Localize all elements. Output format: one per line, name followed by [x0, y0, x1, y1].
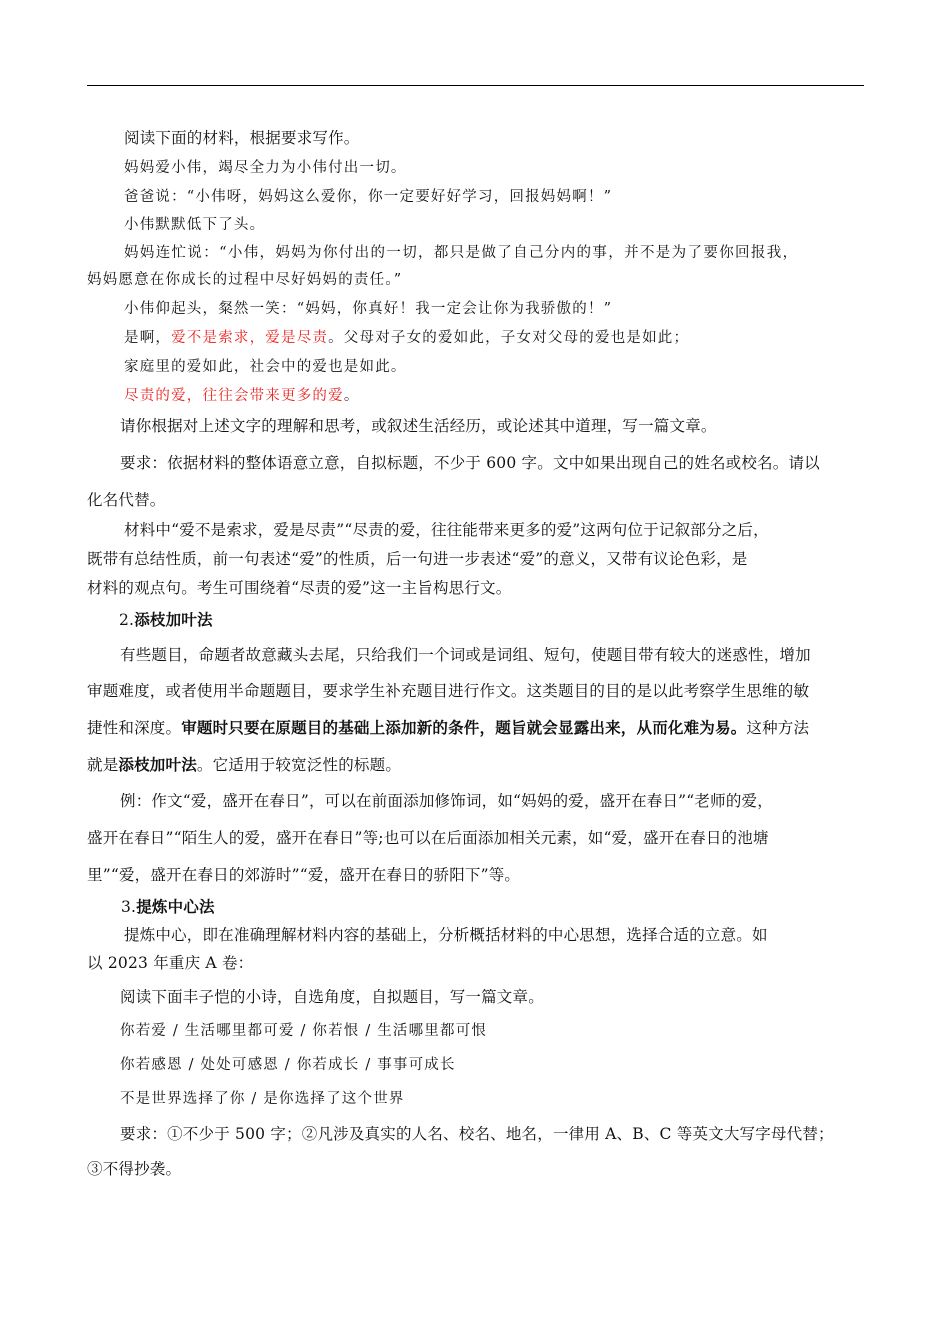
- section-title: 提炼中心法: [136, 897, 215, 916]
- highlight-text: 爱不是索求，爱是尽责: [171, 330, 329, 346]
- text: 捷性和深度。: [87, 719, 182, 737]
- analysis-line: 材料的观点句。考生可围绕着“尽责的爱”这一主旨构思行文。: [87, 579, 512, 597]
- body-line: [87, 716, 809, 738]
- text: 。它适用于较宽泛性的标题。: [196, 756, 402, 774]
- text: 。: [343, 388, 360, 404]
- poem-line: 你若感恩 / 处处可感恩 / 你若成长 / 事事可成长: [120, 1057, 456, 1073]
- section-heading: [119, 608, 213, 630]
- example-line: 盛开在春日”“陌生人的爱，盛开在春日”等;也可以在后面添加相关元素，如“爱，盛开在春日的池塘: [87, 829, 769, 847]
- text: 这种方法: [746, 719, 810, 737]
- material-intro: 阅读下面的材料，根据要求写作。: [124, 129, 360, 147]
- body-line: 以 2023 年重庆 A 卷：: [87, 954, 254, 972]
- body-line: 提炼中心，即在准确理解材料内容的基础上，分析概括材料的中心思想，选择合适的立意。如: [124, 926, 768, 944]
- requirement-text: 化名代替。: [87, 491, 166, 509]
- analysis-line: 材料中“爱不是索求，爱是尽责”“尽责的爱，往往能带来更多的爱”这两句位于记叙部分之后，: [124, 521, 769, 539]
- section-number: 3.: [121, 898, 137, 916]
- section-heading: [121, 895, 215, 917]
- material-line: 小伟仰起头，粲然一笑：“妈妈，你真好！我一定会让你为我骄傲的！”: [124, 301, 613, 317]
- bold-text: 添枝加叶法: [118, 755, 197, 774]
- section-number: 2.: [119, 611, 135, 629]
- header-rule: [87, 85, 864, 86]
- poem-line: 你若爱 / 生活哪里都可爱 / 你若恨 / 生活哪里都可恨: [120, 1023, 488, 1039]
- analysis-line: 既带有总结性质，前一句表述“爱”的性质，后一句进一步表述“爱”的意义，又带有议论色彩，是: [87, 550, 748, 568]
- requirement-text: 要求：依据材料的整体语意立意，自拟标题，不少于 600 字。文中如果出现自己的姓名或校名。请以: [120, 454, 820, 472]
- text: 。父母对子女的爱如此，子女对父母的爱也是如此；: [328, 330, 690, 346]
- highlight-text: 尽责的爱，往往会带来更多的爱: [124, 388, 344, 404]
- material-line: 妈妈连忙说：“小伟，妈妈为你付出的一切，都只是做了自己分内的事，并不是为了要你回报我，: [124, 245, 799, 261]
- material-line: 爸爸说：“小伟呀，妈妈这么爱你，你一定要好好学习，回报妈妈啊！”: [124, 189, 613, 205]
- text: 是啊，: [124, 330, 172, 346]
- material-line-with-highlight: [124, 384, 360, 405]
- material-line-with-highlight: [124, 326, 689, 347]
- example-line: 里”“爱，盛开在春日的郊游时”“爱，盛开在春日的骄阳下”等。: [87, 866, 521, 884]
- material-line: 小伟默默低下了头。: [124, 217, 266, 233]
- poem-line: 不是世界选择了你 / 是你选择了这个世界: [120, 1091, 405, 1107]
- body-line: [87, 753, 401, 775]
- material-line: 家庭里的爱如此，社会中的爱也是如此。: [124, 359, 407, 375]
- body-line: 有些题目，命题者故意藏头去尾，只给我们一个词或是词组、短句，使题目带有较大的迷惑性，增加: [120, 646, 811, 664]
- body-line: 阅读下面丰子恺的小诗，自选角度，自拟题目，写一篇文章。: [120, 988, 544, 1006]
- requirement-text: 要求：①不少于 500 字；②凡涉及真实的人名、校名、地名，一律用 A、B、C 等英文大写字母代替；: [120, 1125, 834, 1143]
- example-line: 例：作文“爱，盛开在春日”，可以在前面添加修饰词，如“妈妈的爱，盛开在春日”“老师的爱，: [120, 792, 773, 810]
- body-line: 审题难度，或者使用半命题题目，要求学生补充题目进行作文。这类题目的目的是以此考察学生思维的敏: [87, 682, 810, 700]
- material-line: 妈妈愿意在你成长的过程中尽好妈妈的责任。”: [87, 272, 403, 288]
- requirement-text: ③不得抄袭。: [87, 1160, 182, 1178]
- task-text: 请你根据对上述文字的理解和思考，或叙述生活经历，或论述其中道理，写一篇文章。: [120, 417, 717, 435]
- text: 就是: [87, 756, 119, 774]
- material-line: 妈妈爱小伟，竭尽全力为小伟付出一切。: [124, 160, 407, 176]
- section-title: 添枝加叶法: [134, 610, 213, 629]
- bold-text: 审题时只要在原题目的基础上添加新的条件，题旨就会显露出来，从而化难为易。: [181, 718, 747, 737]
